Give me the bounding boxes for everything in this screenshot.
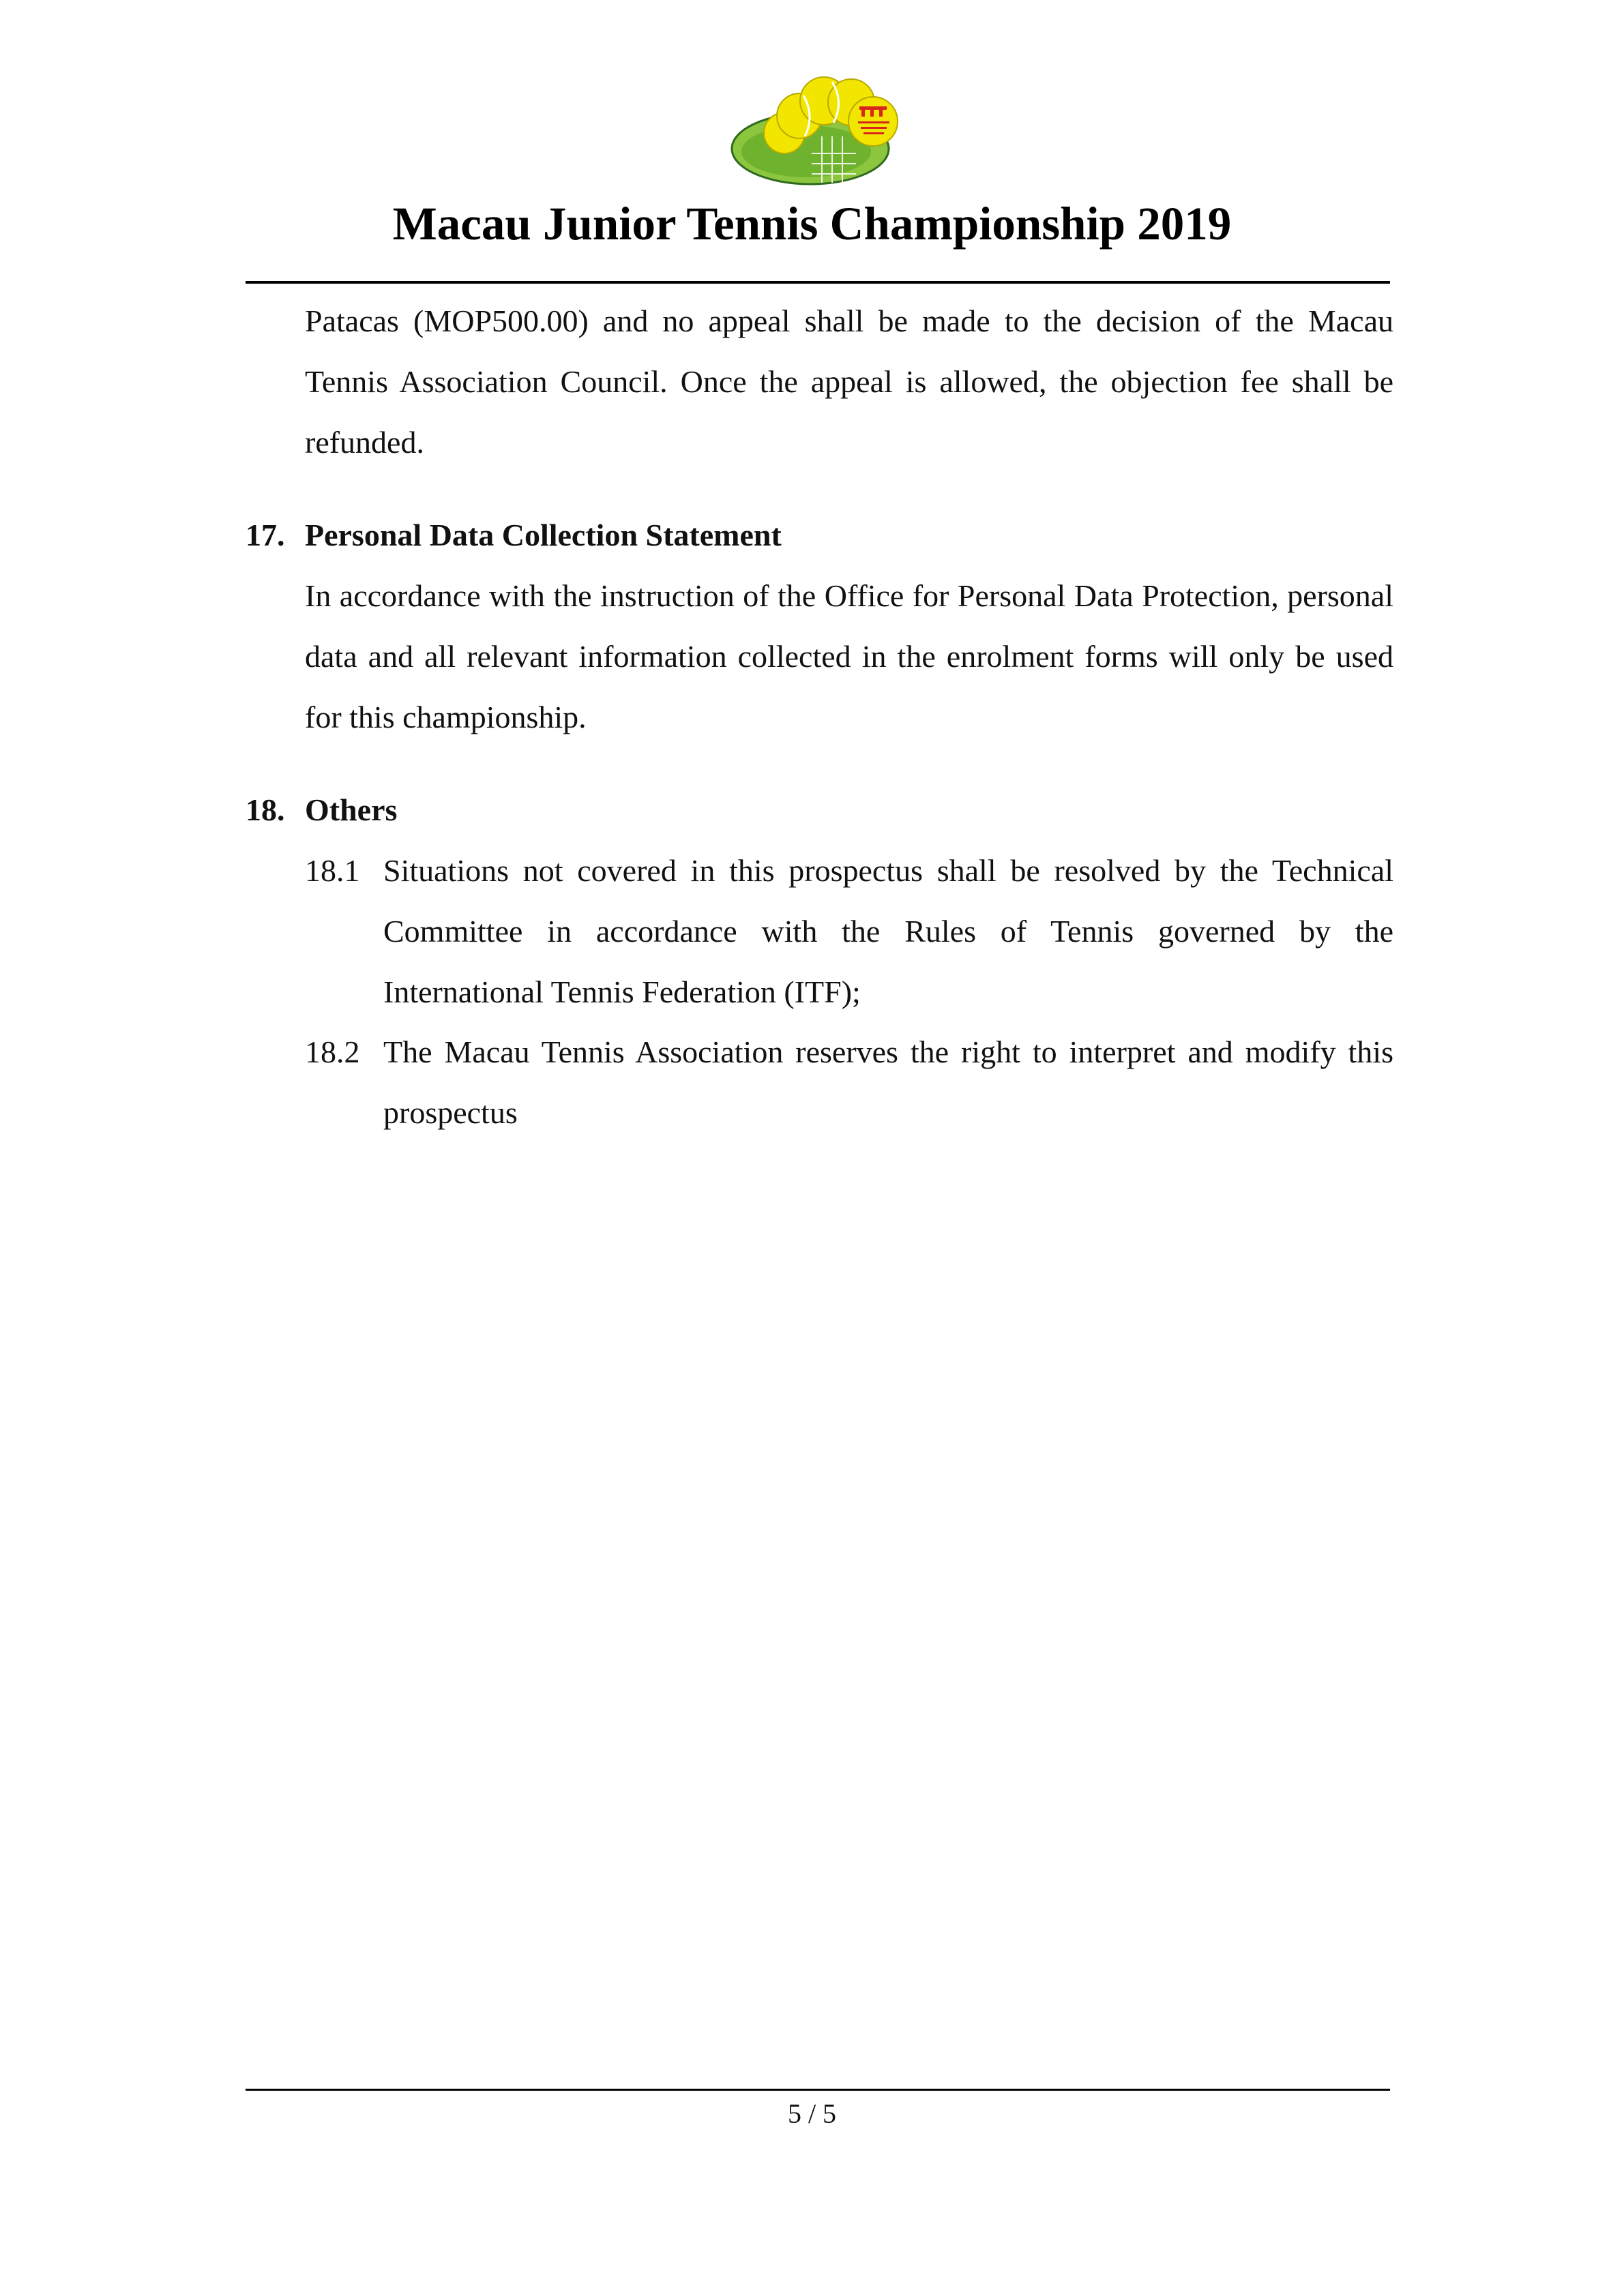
sub-clause-number: 18.1 xyxy=(305,853,360,888)
header-divider xyxy=(246,281,1390,284)
section-number: 17. xyxy=(246,518,285,552)
section-number: 18. xyxy=(246,792,285,827)
sub-clause-text: The Macau Tennis Association reserves the right to interpret and modify this prospectus xyxy=(383,1034,1393,1130)
section-paragraph: In accordance with the instruction of the Office for Personal Data Protection, personal data and all relevant information collected in the enrolment forms will only be used for this championship. xyxy=(305,578,1393,734)
section-title: Personal Data Collection Statement xyxy=(305,518,782,552)
document-title: Macau Junior Tennis Championship 2019 xyxy=(392,198,1232,250)
sub-clause xyxy=(305,1022,1393,1143)
sub-clause-number: 18.2 xyxy=(305,1034,360,1069)
tennis-balls-logo-icon xyxy=(730,68,907,188)
footer-divider xyxy=(246,2089,1390,2091)
page-number: 5 / 5 xyxy=(787,2098,837,2129)
sub-clause xyxy=(305,840,1393,1022)
section-heading xyxy=(246,505,782,565)
sub-clause-text: Situations not covered in this prospectus shall be resolved by the Technical Committee in accordance with the Rules of Tennis governed by the International Tennis Federation (ITF); xyxy=(383,853,1393,1009)
continuation-paragraph: Patacas (MOP500.00) and no appeal shall be made to the decision of the Macau Tennis Association Council. Once the appeal is allowed, the objection fee shall be refunded. xyxy=(305,303,1393,460)
section-heading xyxy=(246,779,397,840)
section-title: Others xyxy=(305,792,398,827)
